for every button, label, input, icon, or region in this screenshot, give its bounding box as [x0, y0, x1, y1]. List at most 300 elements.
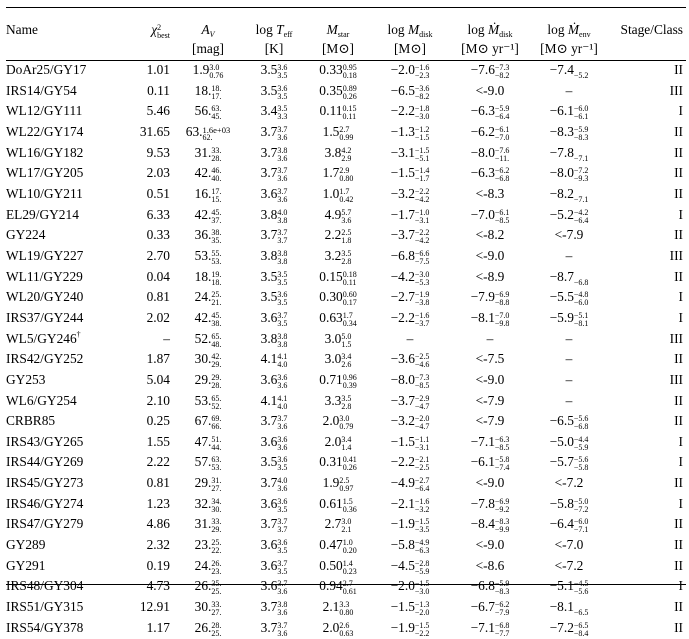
mdisk-errors: [415, 126, 430, 142]
mdisk-value: −1.5: [390, 165, 415, 181]
av-value: 26.: [194, 578, 212, 594]
mdot-env-upper: −7.2: [573, 166, 589, 176]
mdot-env-errors: [574, 209, 589, 225]
mdot-env-value: –: [565, 351, 573, 367]
cell-av: [174, 495, 242, 516]
mstar-upper: 0.60: [342, 290, 357, 300]
av-lower: 25.: [211, 628, 222, 638]
av-value: 53.: [194, 392, 212, 408]
mstar-upper: 3.0: [339, 414, 350, 424]
cell-mdot-disk: [450, 433, 530, 454]
mdot-disk-value: −7.1: [470, 433, 495, 449]
mdisk-value: −3.7: [390, 392, 415, 408]
mstar-upper: 2.5: [341, 228, 352, 238]
table-row: [6, 412, 686, 433]
cell-mstar: [306, 495, 370, 516]
mstar-errors: [341, 250, 351, 266]
cell-name: [6, 619, 129, 639]
mdisk-errors: [415, 167, 430, 183]
cell-av: [174, 185, 242, 206]
cell-mdot-env: [530, 453, 608, 474]
av-lower: 28.: [211, 380, 222, 390]
table-row: [6, 453, 686, 474]
cell-av: [174, 309, 242, 330]
mdisk-value: −2.0: [390, 578, 415, 594]
cell-teff: [242, 433, 306, 454]
cell-mdisk: [370, 412, 450, 433]
teff-errors: [277, 250, 287, 266]
av-upper: 69.: [211, 414, 222, 424]
teff-errors: [277, 498, 287, 514]
teff-lower: 3.8: [277, 339, 288, 349]
mdot-env-upper: −6.5: [573, 620, 589, 630]
object-name: DoAr25/GY17: [6, 62, 87, 77]
av-lower: 48.: [211, 339, 222, 349]
mdisk-errors: [415, 518, 430, 534]
cell-stage: II: [674, 392, 683, 408]
mdot-env-value: −6.1: [549, 103, 574, 119]
cell-mstar: [306, 309, 370, 330]
cell-stage: II: [674, 144, 683, 160]
mdisk-value: −2.7: [390, 289, 415, 305]
cell-mdot-disk: [450, 206, 530, 227]
mdisk-upper: −1.8: [414, 104, 430, 114]
mdot-disk-errors: [495, 126, 510, 142]
cell-name: [6, 206, 129, 227]
mdot-disk-lower: −6.4: [494, 112, 510, 122]
mstar-value: 3.8: [324, 144, 342, 160]
av-errors: [211, 456, 221, 472]
cell-chi2: 0.81: [146, 289, 170, 305]
cell-name: [6, 185, 129, 206]
mdisk-upper: −3.0: [414, 269, 430, 279]
mdisk-upper: −2.8: [414, 558, 430, 568]
table-row: [6, 433, 686, 454]
mstar-errors: [343, 271, 357, 287]
mdot-disk-upper: −6.3: [494, 434, 510, 444]
mstar-lower: 0.63: [339, 628, 354, 638]
av-upper: 45.: [211, 207, 222, 217]
cell-av: [174, 82, 242, 103]
object-name: WL12/GY111: [6, 103, 83, 119]
mstar-value: 2.2: [324, 227, 342, 243]
mdot-disk-value: <-8.2: [475, 227, 505, 243]
mdot-disk-errors: [495, 436, 510, 452]
av-errors: [211, 395, 221, 411]
teff-errors: [277, 333, 287, 349]
cell-mdisk: [370, 536, 450, 557]
av-upper: 46.: [211, 166, 222, 176]
mdisk-errors: [415, 539, 430, 555]
cell-chi2: 4.86: [146, 516, 170, 532]
mdisk-value: −1.5: [390, 599, 415, 615]
cell-av: [174, 268, 242, 289]
teff-value: 3.8: [260, 206, 278, 222]
av-value: 24.: [194, 289, 212, 305]
mdisk-upper: −2.2: [414, 186, 430, 196]
cell-teff: [242, 536, 306, 557]
mdot-disk-errors: [495, 498, 510, 514]
av-upper: 33.: [211, 517, 222, 527]
mdisk-errors: [415, 85, 430, 101]
unit-mdisk: [M⊙]: [393, 41, 427, 56]
mdot-env-upper: −6.0: [573, 517, 589, 527]
mdot-env-errors: [574, 498, 589, 514]
col-header-teff: $\log T_{eff}$: [255, 22, 293, 39]
mdisk-lower: −4.2: [414, 236, 430, 246]
mstar-lower: 0.61: [342, 587, 357, 597]
cell-teff: [242, 371, 306, 392]
mstar-errors: [339, 126, 353, 142]
cell-av: [174, 350, 242, 371]
object-name: IRS43/GY265: [6, 433, 84, 449]
object-name: WL22/GY174: [6, 123, 84, 139]
mstar-value: 1.5: [322, 123, 340, 139]
cell-mstar: [306, 185, 370, 206]
mdot-env-upper: −7.1: [573, 153, 589, 163]
cell-name: [6, 392, 129, 413]
mdisk-errors: [415, 312, 430, 328]
mdot-disk-errors: [495, 105, 510, 121]
teff-value: 3.7: [260, 475, 278, 491]
teff-errors: [277, 188, 287, 204]
mdot-env-errors: [574, 609, 589, 617]
av-lower: 27.: [211, 608, 222, 618]
mdisk-errors: [415, 374, 430, 390]
mdisk-lower: −7.5: [414, 256, 430, 266]
mdot-env-upper: −5.6: [573, 414, 589, 424]
object-name: IRS45/GY273: [6, 475, 84, 491]
mdot-disk-errors: [495, 167, 510, 183]
cell-av: [174, 412, 242, 433]
cell-mdot-env: [530, 350, 608, 371]
cell-mdisk: [370, 102, 450, 123]
teff-value: 3.8: [260, 247, 278, 263]
mdisk-lower: −3.0: [414, 587, 430, 597]
teff-lower: 3.6: [277, 132, 288, 142]
mdot-disk-lower: −7.0: [494, 132, 510, 142]
object-name: WL5/GY246: [6, 330, 77, 346]
av-errors: [211, 477, 221, 493]
table-row: [6, 536, 686, 557]
av-value: 31.: [194, 516, 212, 532]
cell-mdisk: [370, 515, 450, 536]
mdot-env-value: −5.1: [549, 578, 574, 594]
cell-mdot-env: [530, 412, 608, 433]
cell-chi2: 5.46: [146, 103, 170, 119]
cell-teff: [242, 247, 306, 268]
object-name: EL29/GY214: [6, 206, 79, 222]
cell-teff: [242, 164, 306, 185]
cell-stage: II: [674, 599, 683, 615]
cell-mstar: [306, 619, 370, 639]
mstar-errors: [341, 353, 351, 369]
av-errors: [211, 167, 221, 183]
cell-teff: [242, 309, 306, 330]
unit-mdotdisk: [M⊙ yr⁻¹]: [461, 41, 519, 56]
mstar-upper: 1.0: [342, 538, 353, 548]
teff-errors: [277, 291, 287, 307]
cell-mdot-disk: [450, 226, 530, 247]
av-errors: [211, 333, 221, 349]
av-value: 63.: [185, 123, 203, 139]
object-name: IRS14/GY54: [6, 82, 77, 98]
av-upper: 26.: [211, 558, 222, 568]
mdot-env-value: <-7.9: [554, 227, 584, 243]
teff-upper: 3.6: [277, 538, 288, 548]
av-value: 32.: [194, 495, 212, 511]
cell-mdisk: [370, 268, 450, 289]
mdisk-lower: −3.2: [414, 504, 430, 514]
teff-errors: [277, 539, 287, 555]
mdisk-value: −3.2: [390, 413, 415, 429]
mdisk-errors: [415, 498, 430, 514]
mdot-env-errors: [574, 456, 589, 472]
av-lower: 17.: [211, 91, 222, 101]
mstar-errors: [339, 167, 353, 183]
cell-mstar: [306, 515, 370, 536]
mdot-disk-errors: [495, 601, 510, 617]
cell-mdot-env: [530, 536, 608, 557]
cell-mdot-env: [530, 144, 608, 165]
unit-mstar: [M⊙]: [321, 41, 355, 56]
teff-value: 3.6: [260, 371, 278, 387]
cell-mdot-env: [530, 185, 608, 206]
cell-stage: III: [669, 371, 683, 387]
object-name: CRBR85: [6, 413, 56, 429]
cell-mdot-disk: [450, 412, 530, 433]
teff-value: 3.5: [260, 454, 278, 470]
mdisk-upper: −2.1: [414, 455, 430, 465]
mdot-env-upper: −4.4: [573, 434, 589, 444]
mdot-disk-errors: [495, 291, 510, 307]
mdot-env-lower: −5.8: [573, 463, 589, 473]
object-name: WL11/GY229: [6, 268, 83, 284]
mdot-disk-upper: −6.2: [494, 600, 510, 610]
cell-mdot-env: [530, 82, 608, 103]
mdot-disk-upper: −6.1: [494, 207, 510, 217]
footnote-mark: †: [76, 329, 81, 339]
av-upper: 29.: [211, 372, 222, 382]
teff-value: 3.6: [260, 537, 278, 553]
cell-mdisk: [370, 330, 450, 351]
col-header-mdotdisk: log Ṁ$_{disk}$: [467, 22, 513, 39]
cell-mdot-disk: [450, 371, 530, 392]
mdot-env-value: <-7.2: [554, 475, 584, 491]
av-value: 26.: [194, 619, 212, 635]
mdot-env-errors: [574, 312, 589, 328]
cell-teff: [242, 288, 306, 309]
cell-name: [6, 102, 129, 123]
av-errors: [211, 188, 221, 204]
mdot-disk-value: −6.7: [470, 599, 495, 615]
teff-errors: [277, 105, 287, 121]
mdisk-upper: −1.4: [414, 166, 430, 176]
table-row: [6, 268, 686, 289]
mdot-env-upper: −5.1: [573, 310, 589, 320]
av-upper: 25.: [211, 290, 222, 300]
mdot-disk-value: −7.8: [470, 495, 495, 511]
teff-lower: 3.8: [277, 256, 288, 266]
mdot-disk-errors: [495, 518, 510, 534]
cell-teff: [242, 102, 306, 123]
av-lower: 38.: [211, 318, 222, 328]
mdot-env-errors: [574, 518, 589, 534]
teff-lower: 3.5: [277, 504, 288, 514]
mdot-env-value: −6.4: [549, 516, 574, 532]
cell-chi2: 0.04: [146, 268, 170, 284]
mdot-env-errors: [574, 105, 589, 121]
cell-mdot-disk: [450, 598, 530, 619]
cell-mstar: [306, 350, 370, 371]
cell-chi2: 2.70: [146, 247, 170, 263]
mdisk-upper: −1.2: [414, 124, 430, 134]
mstar-upper: 1.4: [342, 558, 353, 568]
mstar-upper: 2.5: [339, 476, 350, 486]
mdisk-upper: −1.5: [414, 517, 430, 527]
mdisk-errors: [415, 436, 430, 452]
mstar-lower: 1.8: [341, 236, 352, 246]
teff-value: 3.7: [260, 165, 278, 181]
av-value: 42.: [194, 206, 212, 222]
cell-chi2: 0.11: [147, 82, 170, 98]
mdot-env-errors: [574, 622, 589, 638]
mdisk-upper: −2.7: [414, 476, 430, 486]
cell-chi2: 5.04: [146, 371, 170, 387]
mstar-lower: 1.5: [341, 339, 352, 349]
cell-mdot-disk: [450, 515, 530, 536]
table-row: [6, 247, 686, 268]
teff-upper: 3.7: [277, 166, 288, 176]
av-upper: 42.: [211, 352, 222, 362]
mdisk-upper: −6.6: [414, 248, 430, 258]
mdot-env-upper: −5.2: [573, 71, 589, 80]
object-name: IRS54/GY378: [6, 619, 84, 635]
table-header: [6, 22, 686, 61]
mdisk-value: −2.2: [390, 309, 415, 325]
table-row: [6, 123, 686, 144]
mstar-errors: [343, 85, 357, 101]
mdot-disk-upper: −6.9: [494, 496, 510, 506]
mdot-env-value: −5.9: [549, 309, 574, 325]
mdisk-lower: −3.5: [414, 525, 430, 535]
teff-lower: 3.5: [277, 318, 288, 328]
mdot-env-lower: −5.9: [573, 442, 589, 452]
teff-lower: 3.6: [277, 194, 288, 204]
av-lower: 15.: [211, 194, 222, 204]
mdot-env-upper: −4.8: [573, 290, 589, 300]
mdisk-errors: [415, 415, 430, 431]
teff-lower: 3.6: [277, 608, 288, 618]
mdisk-errors: [415, 209, 430, 225]
cell-mdot-disk: [450, 350, 530, 371]
mstar-upper: 3.5: [341, 248, 352, 258]
cell-stage: I: [678, 433, 683, 449]
mdisk-errors: [415, 188, 430, 204]
mdot-env-errors: [574, 196, 589, 204]
mdot-env-lower: −7.2: [573, 504, 589, 514]
table-row: [6, 164, 686, 185]
mdot-env-lower: −6.0: [573, 298, 589, 308]
cell-chi2: 1.17: [146, 619, 170, 635]
teff-lower: 3.5: [277, 91, 288, 101]
mdot-env-value: −5.7: [549, 454, 574, 470]
teff-errors: [277, 580, 287, 596]
av-upper: 51.: [211, 434, 222, 444]
teff-upper: 3.5: [277, 104, 288, 114]
mdisk-value: −2.2: [390, 454, 415, 470]
mstar-lower: 0.11: [342, 112, 357, 122]
cell-stage: II: [674, 557, 683, 573]
mdisk-value: −4.5: [390, 557, 415, 573]
cell-stage: II: [674, 537, 683, 553]
cell-chi2: 0.19: [146, 557, 170, 573]
col-header-mdisk: $\log M_{disk}$: [387, 22, 433, 39]
teff-value: 3.5: [260, 82, 278, 98]
mdisk-lower: −2.2: [414, 628, 430, 638]
teff-errors: [277, 147, 287, 163]
teff-value: 3.4: [260, 103, 278, 119]
mdisk-upper: −2.5: [414, 352, 430, 362]
teff-upper: 3.6: [277, 83, 288, 93]
cell-mstar: [306, 268, 370, 289]
cell-chi2: 31.65: [139, 123, 170, 139]
teff-value: 3.6: [260, 578, 278, 594]
av-lower: 53.: [211, 256, 222, 266]
mstar-lower: 0.18: [342, 71, 357, 80]
cell-chi2: 4.73: [146, 578, 170, 594]
mstar-errors: [339, 601, 353, 617]
av-lower: 22.: [211, 546, 222, 556]
mdot-env-upper: −4.5: [573, 579, 589, 589]
mstar-value: 0.15: [319, 268, 343, 284]
mdot-env-upper: −6.0: [573, 104, 589, 114]
mdot-disk-value: −8.1: [470, 309, 495, 325]
mdot-disk-upper: −7.0: [494, 310, 510, 320]
cell-name: [6, 433, 129, 454]
teff-errors: [277, 229, 287, 245]
mstar-value: 0.50: [319, 557, 343, 573]
col-header-name: Name: [6, 22, 38, 37]
teff-upper: 3.6: [277, 290, 288, 300]
cell-stage: I: [678, 206, 683, 222]
mdisk-lower: −4.7: [414, 422, 430, 432]
teff-upper: 3.6: [277, 455, 288, 465]
mstar-errors: [341, 209, 351, 225]
mstar-value: 0.33: [319, 62, 343, 77]
cell-mdisk: [370, 371, 450, 392]
av-lower: 21.: [211, 298, 222, 308]
cell-mdot-env: [530, 495, 608, 516]
cell-name: [6, 164, 129, 185]
mstar-lower: 2.1: [341, 525, 352, 535]
table-row: [6, 619, 686, 639]
cell-chi2: 6.33: [146, 206, 170, 222]
cell-name: [6, 453, 129, 474]
mdot-env-value: −5.8: [549, 495, 574, 511]
mdot-disk-lower: −8.5: [494, 442, 510, 452]
cell-name: [6, 515, 129, 536]
cell-name: [6, 82, 129, 103]
cell-teff: [242, 474, 306, 495]
cell-mdot-env: [530, 371, 608, 392]
cell-mdot-disk: [450, 185, 530, 206]
av-value: 67.: [194, 413, 212, 429]
mstar-lower: 0.99: [339, 132, 354, 142]
mstar-upper: 2.7: [339, 124, 350, 134]
teff-errors: [277, 622, 287, 638]
mdisk-errors: [415, 250, 430, 266]
